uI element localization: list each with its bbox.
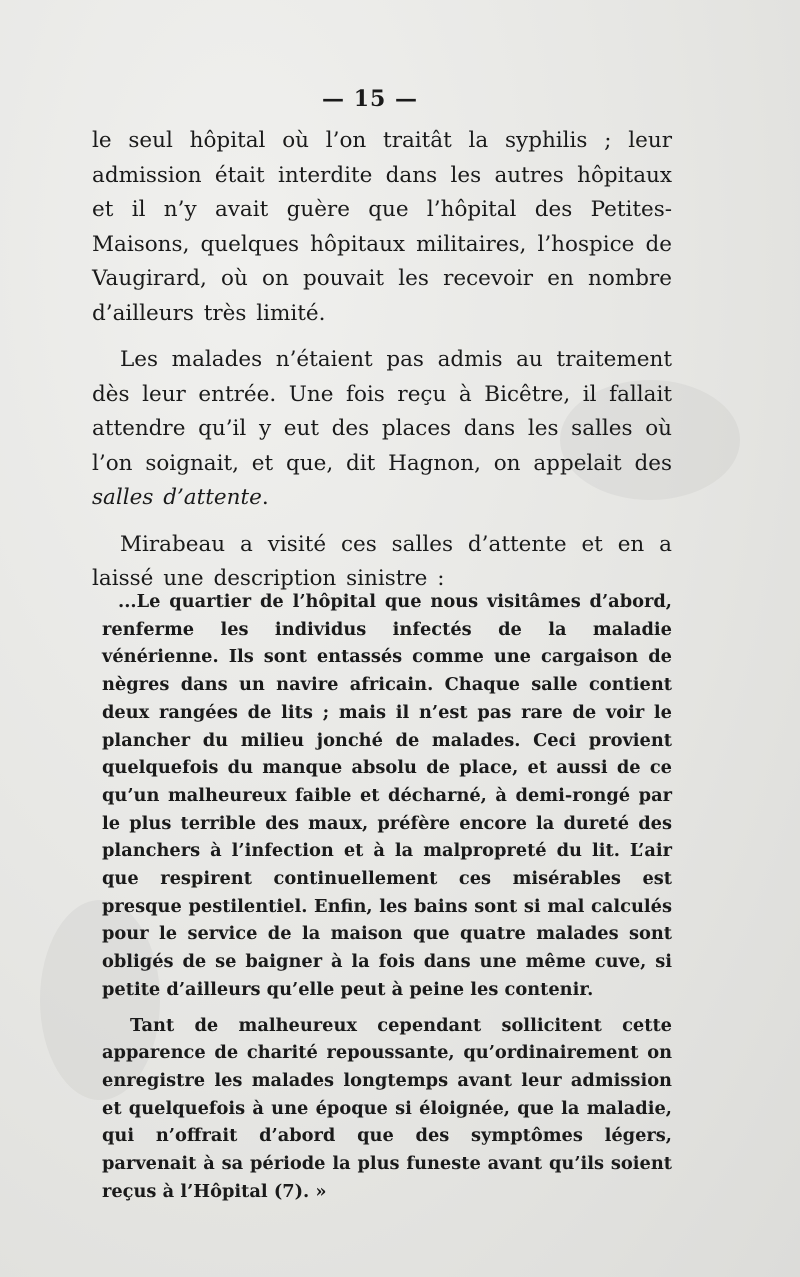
italic-term: salles d’attente xyxy=(92,485,262,510)
block-quote xyxy=(102,588,672,1213)
quote-paragraph: Tant de malheureux cependant sollicitent cette apparence de charité repoussante, qu’ordinairement on enregistre les malades longtemps avant leur admission et quelquefois à une époque si éloignée, que la maladie, qui n’offrait d’abord que des symptômes légers, parvenait à sa période la plus funeste avant qu’ils soient reçus à l’Hôpital (7). » xyxy=(102,1014,672,1202)
paragraph-text: Les malades n’étaient pas admis au traitement dès leur entrée. Une fois reçu à Bicêtre, il fallait attendre qu’il y eut des places dans les salles où l’on soignait, et que, dit Hagnon, on appelait des xyxy=(92,347,672,476)
page-number: — 15 — xyxy=(322,86,418,112)
paragraph-end: . xyxy=(261,485,269,510)
paragraph: le seul hôpital où l’on traitât la syphilis ; leur admission était interdite dans les autres hôpitaux et il n’y avait guère que l’hôpital des Petites-Maisons, quelques hôpitaux militaires, l’hospice de Vaugirard, où on pouvait les recevoir en nombre d’ailleurs très limité. xyxy=(92,128,672,326)
paragraph: Mirabeau a visité ces salles d’attente et en a laissé une description sinistre : xyxy=(92,531,672,591)
main-text xyxy=(92,124,672,609)
quote-paragraph: ...Le quartier de l’hôpital que nous visitâmes d’abord, renferme les individus infectés de la maladie vénérienne. Ils sont entassés comme une cargaison de nègres dans un navire africain. Chaque salle contient deux rangées de lits ; mais il n’est pas rare de voir le plancher du milieu jonché de malades. Ceci provient quelquefois du manque absolu de place, et aussi de ce qu’un malheureux faible et décharné, à demi-rongé par le plus terrible des maux, préfère encore la dureté des planchers à l’infection et à la malpropreté du lit. L’air que respirent continuellement ces misérables est presque pestilentiel. Enfin, les bains sont si mal calculés pour le service de la maison que quatre malades sont obligés de se baigner à la fois dans une même cuve, si petite d’ailleurs qu’elle peut à peine les contenir. xyxy=(102,591,672,1000)
paragraph xyxy=(92,343,672,516)
